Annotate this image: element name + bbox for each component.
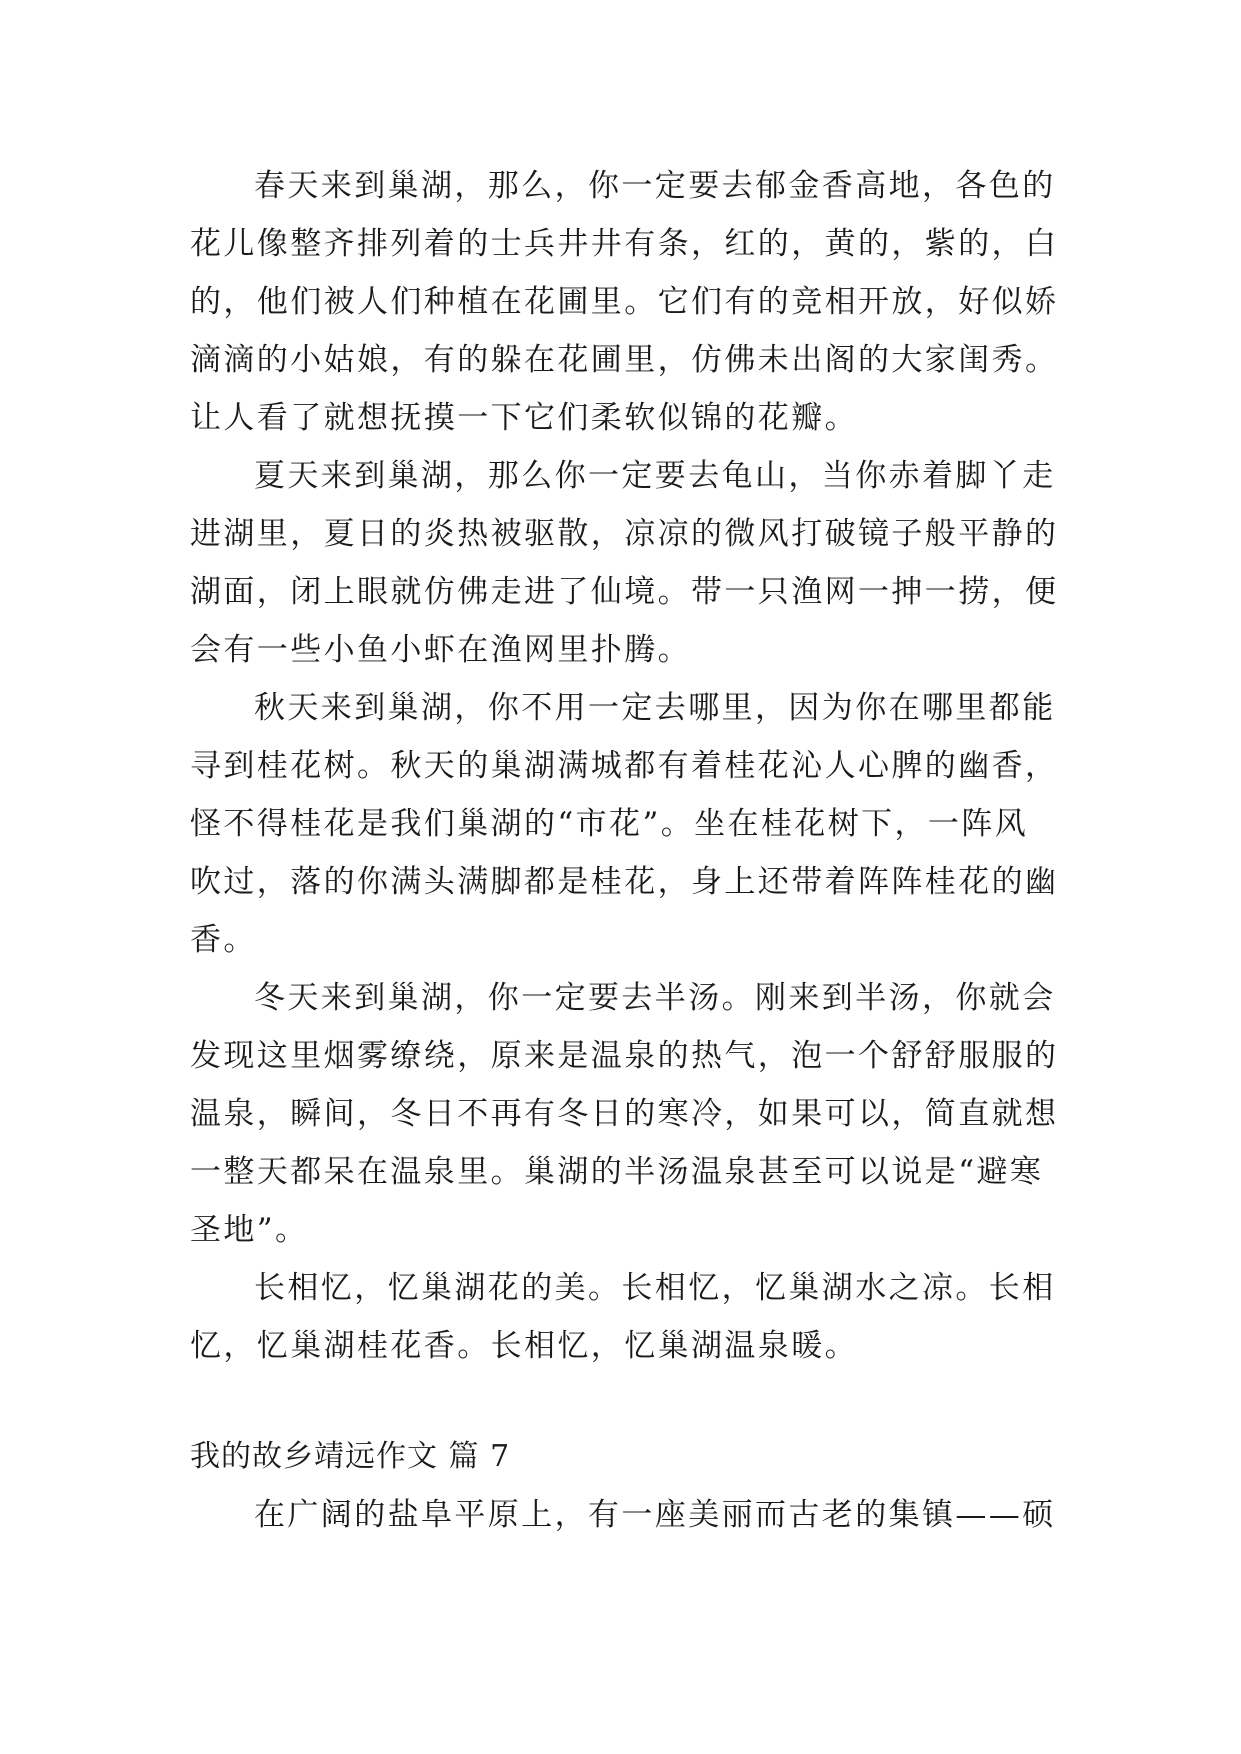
paragraph-5-line-2: 忆，忆巢湖桂花香。长相忆，忆巢湖温泉暖。 [190,1328,858,1364]
paragraph-2-line-2: 进湖里，夏日的炎热被驱散，凉凉的微风打破镜子般平静的 [190,516,1059,552]
paragraph-3-line-3: 怪不得桂花是我们巢湖的“市花”。坐在桂花树下，一阵风 [190,806,1029,842]
final-paragraph-line-1: 在广阔的盐阜平原上，有一座美丽而古老的集镇——硕 [254,1497,1056,1533]
paragraph-3-line-1: 秋天来到巢湖，你不用一定去哪里，因为你在哪里都能 [254,690,1056,726]
paragraph-5-line-1: 长相忆，忆巢湖花的美。长相忆，忆巢湖水之凉。长相 [254,1270,1056,1306]
paragraph-4-line-5: 圣地”。 [190,1212,309,1248]
paragraph-1-line-5: 让人看了就想抚摸一下它们柔软似锦的花瓣。 [190,400,858,436]
paragraph-1-line-1: 春天来到巢湖，那么，你一定要去郁金香高地，各色的 [254,168,1056,204]
paragraph-2-line-4: 会有一些小鱼小虾在渔网里扑腾。 [190,632,691,668]
paragraph-1-line-2: 花儿像整齐排列着的士兵井井有条，红的，黄的，紫的，白 [190,226,1059,262]
paragraph-1-line-4: 滴滴的小姑娘，有的躲在花圃里，仿佛未出阁的大家闺秀。 [190,342,1059,378]
paragraph-2-line-1: 夏天来到巢湖，那么你一定要去龟山，当你赤着脚丫走 [254,458,1056,494]
paragraph-4-line-3: 温泉，瞬间，冬日不再有冬日的寒冷，如果可以，简直就想 [190,1096,1059,1132]
paragraph-4-line-1: 冬天来到巢湖，你一定要去半汤。刚来到半汤，你就会 [254,980,1056,1016]
paragraph-2-line-3: 湖面，闭上眼就仿佛走进了仙境。带一只渔网一抻一捞，便 [190,574,1059,610]
paragraph-4-line-2: 发现这里烟雾缭绕，原来是温泉的热气，泡一个舒舒服服的 [190,1038,1059,1074]
paragraph-4-line-4: 一整天都呆在温泉里。巢湖的半汤温泉甚至可以说是“避寒 [190,1154,1044,1190]
section-heading: 我的故乡靖远作文 篇 7 [190,1439,511,1474]
paragraph-3-line-5: 香。 [190,922,257,958]
paragraph-3-line-4: 吹过，落的你满头满脚都是桂花，身上还带着阵阵桂花的幽 [190,864,1059,900]
paragraph-1-line-3: 的，他们被人们种植在花圃里。它们有的竞相开放，好似娇 [190,284,1059,320]
paragraph-3-line-2: 寻到桂花树。秋天的巢湖满城都有着桂花沁人心脾的幽香， [190,748,1059,784]
